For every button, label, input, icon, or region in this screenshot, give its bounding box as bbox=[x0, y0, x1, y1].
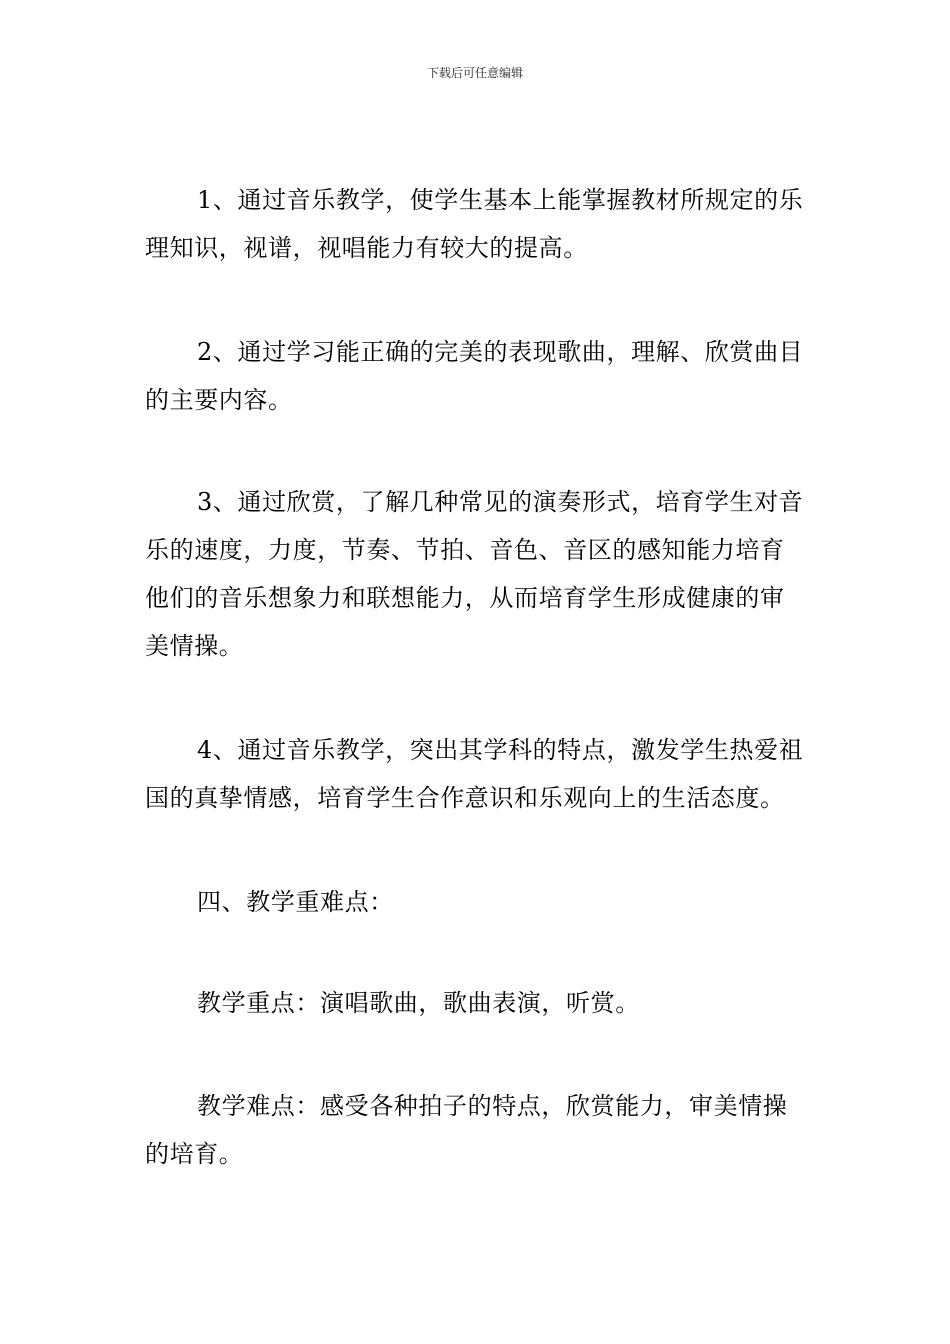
paragraph-spacer bbox=[145, 424, 807, 478]
objective-3-paragraph: 3、通过欣赏，了解几种常见的演奏形式，培育学生对音乐的速度，力度，节奏、节拍、音色、音区的感知能力培育他们的音乐想象力和联想能力，从而培育学生形成健康的审美情操。 bbox=[145, 488, 804, 660]
paragraph-spacer bbox=[145, 1027, 807, 1082]
teaching-focus-paragraph: 教学重点：演唱歌曲，歌曲表演，听赏。 bbox=[197, 989, 640, 1017]
paragraph-spacer bbox=[145, 670, 807, 726]
teaching-difficulty-paragraph: 教学难点：感受各种拍子的特点，欣赏能力，审美情操的培育。 bbox=[145, 1092, 788, 1168]
paragraph-spacer bbox=[145, 926, 807, 979]
section-heading: 四、教学重难点： bbox=[197, 888, 394, 916]
document-body bbox=[145, 176, 807, 1178]
objective-4-paragraph: 4、通过音乐教学，突出其学科的特点，激发学生热爱祖国的真挚情感，培育学生合作意识和乐观向上的生活态度。 bbox=[145, 736, 804, 812]
objective-2-paragraph: 2、通过学习能正确的完美的表现歌曲，理解、欣赏曲目的主要内容。 bbox=[145, 338, 804, 414]
paragraph-spacer bbox=[145, 822, 807, 878]
paragraph-spacer bbox=[145, 272, 807, 328]
page-header: 下载后可任意编辑 bbox=[426, 66, 523, 80]
objective-1-paragraph: 1、通过音乐教学，使学生基本上能掌握教材所规定的乐理知识，视谱，视唱能力有较大的提高。 bbox=[145, 186, 804, 262]
